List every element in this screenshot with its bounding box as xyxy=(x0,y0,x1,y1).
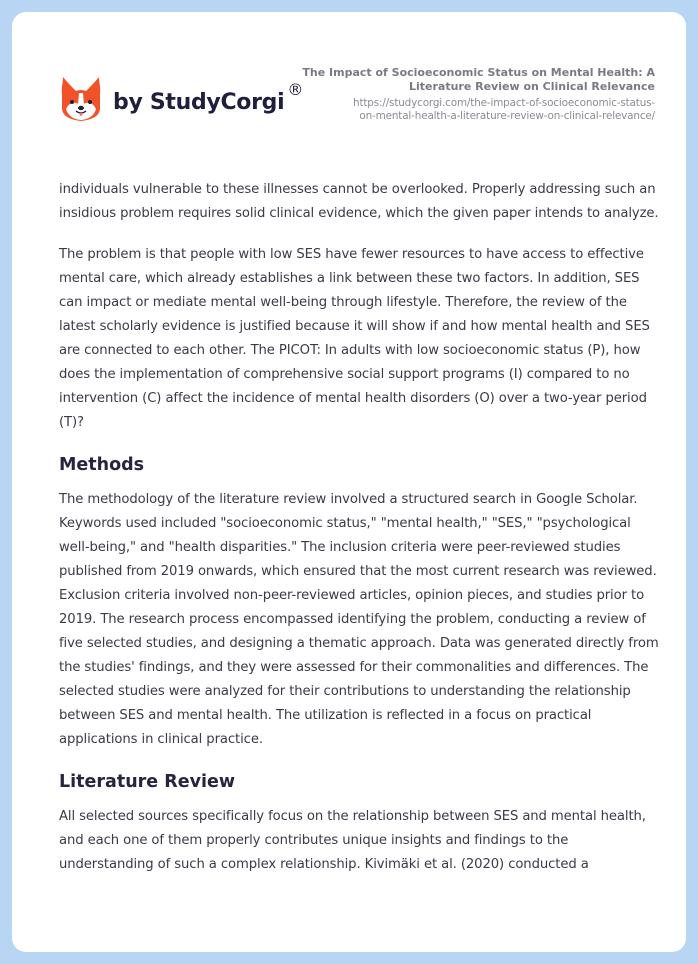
literature-review-paragraph: All selected sources specifically focus on the relationship between SES and mental health, and each one of them properly contributes unique insights and findings to the understanding of such a complex relationship. Kivimäki et al. (2020) conducted a xyxy=(59,809,646,872)
intro-paragraph-1: individuals vulnerable to these illnesses cannot be overlooked. Properly addressing such an insidious problem requires solid clinical evidence, which the given paper intends to analyze. xyxy=(59,182,659,221)
document-url[interactable] xyxy=(295,97,655,123)
document-title-line-2: Literature Review on Clinical Relevance xyxy=(408,80,655,93)
article-body xyxy=(59,178,659,894)
studycorgi-logo[interactable] xyxy=(59,75,303,123)
registered-mark: ® xyxy=(287,79,304,99)
document-title-line-1: The Impact of Socioeconomic Status on Mental Health: A xyxy=(302,66,655,79)
document-card xyxy=(12,12,686,952)
corgi-icon xyxy=(59,75,103,123)
methods-paragraph: The methodology of the literature review involved a structured search in Google Scholar. Keywords used included "socioeconomic status," "mental health," "SES," "psychological well-being," and "health disparities." The inclusion criteria were peer-reviewed studies published from 2019 onwards, which ensured that the most current research was reviewed. Exclusion criteria involved non-peer-reviewed articles, opinion pieces, and studies prior to 2019. The research process encompassed identifying the problem, conducting a review of five selected studies, and designing a thematic approach. Data was generated directly from the studies' findings, and they were assessed for their commonalities and differences. The selected studies were analyzed for their contributions to understanding the relationship between SES and mental health. The utilization is reflected in a focus on practical applications in clinical practice. xyxy=(59,492,659,747)
document-meta xyxy=(295,66,655,123)
document-url-line-1[interactable]: https://studycorgi.com/the-impact-of-socioeconomic-status- xyxy=(353,97,655,109)
intro-paragraph-2: The problem is that people with low SES have fewer resources to have access to effective mental care, which already establishes a link between these two factors. In addition, SES can impact or mediate mental well-being through lifestyle. Therefore, the review of the latest scholarly evidence is justified because it will show if and how mental health and SES are connected to each other. The PICOT: In adults with low socioeconomic status (P), how does the implementation of comprehensive social support programs (I) compared to no intervention (C) affect the incidence of mental health disorders (O) over a two-year period (T)? xyxy=(59,247,650,430)
logo-wordmark: by StudyCorgi xyxy=(113,89,285,115)
document-title xyxy=(295,66,655,94)
section-heading-methods: Methods xyxy=(59,455,145,475)
document-url-line-2[interactable]: on-mental-health-a-literature-review-on-clinical-relevance/ xyxy=(359,110,655,122)
page-header xyxy=(12,12,686,152)
section-heading-literature-review: Literature Review xyxy=(59,772,236,792)
